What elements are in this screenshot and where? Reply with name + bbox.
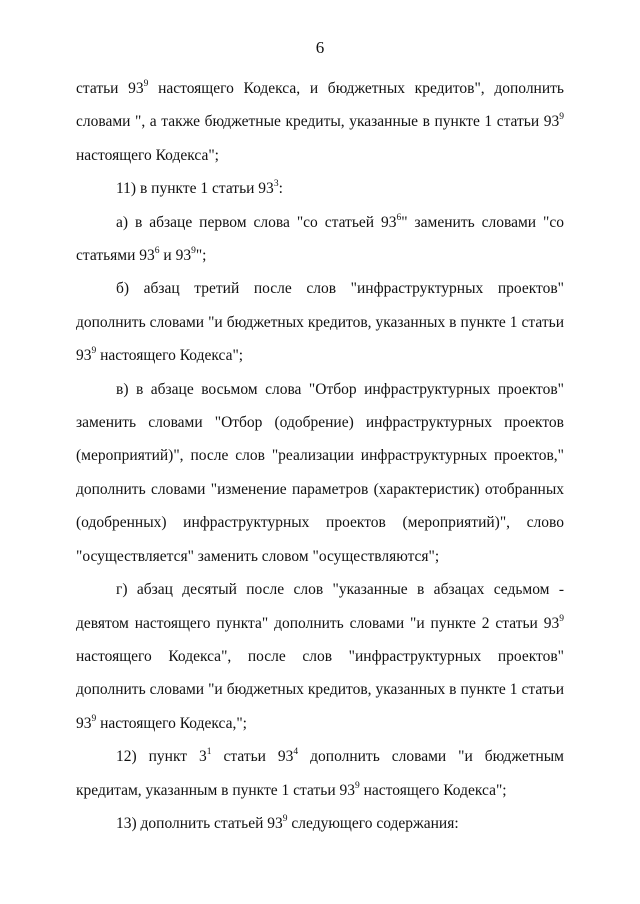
text-segment: " заменить словами "со статьями 93 [76,213,565,265]
paragraph-p4 [76,373,564,573]
superscript-index: 9 [559,112,564,123]
paragraph-p2 [76,206,564,273]
text-segment: статьи 93 [76,80,144,97]
text-segment: следующего содержания: [287,814,459,832]
document-body [76,72,564,840]
superscript-index: 9 [191,246,196,257]
text-segment: в) в абзаце восьмом слова "Отбор инфраструктурных проектов" заменить словами "Отбор (одобрение) инфраструктурных проектов (мероприятий)", после слов "реализации инфраструктурных проектов," дополнить словами "изменение параметров (характеристик) отобранных (одобренных) инфраструктурных проектов (мероприятий)", слово "осуществляется" заменить словом "осуществляются"; [76,380,564,565]
paragraph-p5 [76,573,564,740]
text-segment: настоящего Кодекса", после слов "инфраструктурных проектов" дополнить словами "и бюджетных кредитов, указанных в пункте 1 статьи 93 [76,647,564,732]
superscript-index: 9 [355,780,360,791]
paragraph-p3 [76,272,564,372]
superscript-index: 9 [91,346,97,357]
text-segment: и 93 [159,247,192,265]
text-segment: "; [195,247,207,265]
superscript-index: 1 [206,747,212,758]
text-segment: настоящего Кодекса,"; [96,714,247,732]
superscript-index: 9 [282,813,288,824]
text-segment: настоящего Кодекса, и бюджетных кредитов", дополнить словами ", а также бюджетные кредиты, указанные в пункте 1 статьи 93 [76,80,564,131]
text-segment: г) абзац десятый после слов "указанные в абзацах седьмом - девятом настоящего пункта" дополнить словами "и пункте 2 статьи 93 [76,581,564,632]
text-segment: : [278,180,283,198]
text-segment: настоящего Кодекса"; [76,146,219,164]
superscript-index: 4 [293,747,299,758]
superscript-index: 9 [559,613,564,624]
text-segment: б) абзац третий после слов "инфраструктурных проектов" дополнить словами "и бюджетных кредитов, указанных в пункте 1 статьи 93 [76,280,564,365]
superscript-index: 9 [143,79,149,89]
paragraph-p0 [76,72,564,172]
superscript-index: 3 [273,179,279,190]
superscript-index: 6 [396,212,402,223]
paragraph-p7 [76,807,564,840]
page-number: 6 [315,38,325,57]
superscript-index: 9 [91,713,97,724]
paragraph-p6 [76,740,564,807]
text-segment: дополнить словами "и бюджетным кредитам, указанным в пункте 1 статьи 93 [76,748,564,799]
text-segment: 13) дополнить статьей 93 [116,814,283,832]
text-segment: а) в абзаце первом слова "со статьей 93 [116,213,397,231]
superscript-index: 6 [154,246,160,257]
text-segment: настоящего Кодекса"; [359,781,507,799]
text-segment: 12) пункт 3 [116,748,207,766]
text-segment: настоящего Кодекса"; [96,347,244,365]
text-segment: 11) в пункте 1 статьи 93 [116,180,274,198]
paragraph-p1 [76,172,564,205]
text-segment: статьи 93 [211,748,294,766]
